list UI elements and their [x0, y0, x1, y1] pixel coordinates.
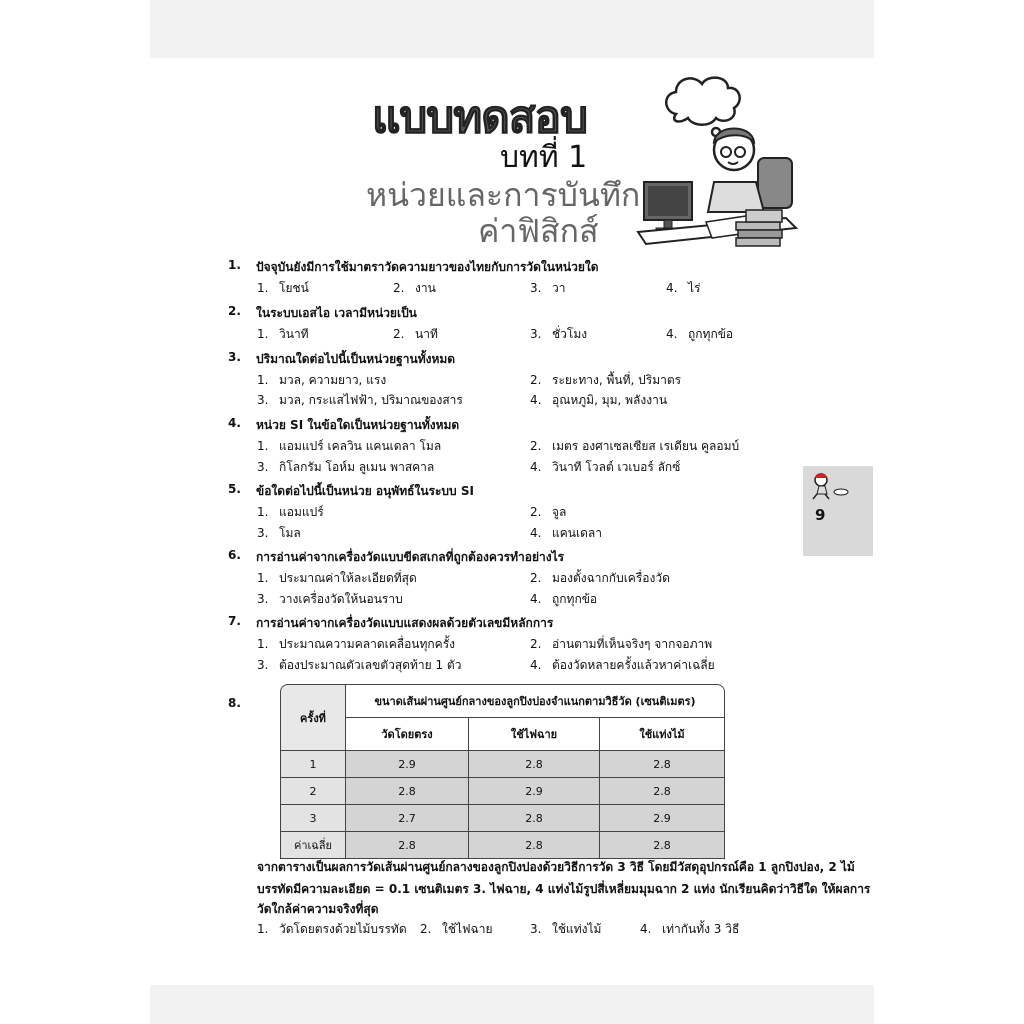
table-cell: 2.8: [346, 778, 469, 805]
question-number: 8.: [228, 696, 241, 710]
table-cell: 2.8: [469, 832, 600, 859]
page-title: แบบทดสอบ: [372, 92, 588, 143]
page-number-tab: [803, 466, 873, 556]
table-subheader: วัดโดยตรง: [346, 718, 469, 751]
question-text: ข้อใดต่อไปนี้เป็นหน่วย อนุพัทธ์ในระบบ SI: [256, 484, 474, 498]
option: 1. มวล, ความยาว, แรง: [257, 373, 387, 387]
table-cell: 2.7: [346, 805, 469, 832]
option: 4. วินาที โวลต์ เวเบอร์ ลักซ์: [530, 460, 681, 474]
table-cell: 2.8: [469, 751, 600, 778]
table-row: [280, 751, 725, 778]
option: 3. กิโลกรัม โอห์ม ลูเมน พาสคาล: [257, 460, 435, 474]
option: 2. มองตั้งฉากกับเครื่องวัด: [530, 571, 670, 585]
option: 3. ชั่วโมง: [530, 327, 588, 341]
question-8-text-line2: บรรทัดมีความละเอียด = 0.1 เซนติเมตร 3. ไฟฉาย, 4 แท่งไม้รูปสี่เหลี่ยมมุมฉาก 2 แท่ง นักเรียนคิดว่าวิธีใด ให้ผลการ: [257, 882, 871, 896]
table-row: [280, 805, 725, 832]
option: 2. เมตร องศาเซลเซียส เรเดียน คูลอมบ์: [530, 439, 740, 453]
table-cell: 2: [280, 778, 346, 805]
page-bottom-margin: [150, 985, 874, 1024]
table-cell: 2.8: [600, 832, 725, 859]
chapter-subtitle-line2: ค่าฟิสิกส์: [478, 212, 599, 250]
option: 2. งาน: [393, 281, 436, 295]
option: 1. แอมแปร์: [257, 505, 324, 519]
student-at-computer-illustration: [636, 72, 826, 252]
option: 1. วัดโดยตรงด้วยไม้บรรทัด: [257, 922, 407, 936]
page-top-margin: [150, 0, 874, 58]
option: 1. วินาที: [257, 327, 309, 341]
table-cell: 2.8: [469, 805, 600, 832]
option: 3. โมล: [257, 526, 301, 540]
table-cell: 3: [280, 805, 346, 832]
option: 2. ระยะทาง, พื้นที่, ปริมาตร: [530, 373, 682, 387]
option: 3. ใช้แท่งไม้: [530, 922, 602, 936]
option: 2. นาที: [393, 327, 438, 341]
question-number: 3.: [228, 350, 241, 364]
option: 3. มวล, กระแสไฟฟ้า, ปริมาณของสาร: [257, 393, 463, 407]
question-number: 4.: [228, 416, 241, 430]
question-text: การอ่านค่าจากเครื่องวัดแบบแสดงผลด้วยตัวเลขมีหลักการ: [256, 616, 554, 630]
question-8-text-line3: วัดใกล้ค่าความจริงที่สุด: [257, 902, 379, 916]
question-8-text-line1: จากตารางเป็นผลการวัดเส้นผ่านศูนย์กลางของลูกปิงปองด้วยวิธีการวัด 3 วิธี โดยมีวัสดุอุปกรณ์คือ 1 ลูกปิงปอง, 2 ไม้: [257, 860, 855, 874]
option: 1. ประมาณความคลาดเคลื่อนทุกครั้ง: [257, 637, 456, 651]
option: 4. ต้องวัดหลายครั้งแล้วหาค่าเฉลี่ย: [530, 658, 715, 672]
question-text: ปัจจุบันยังมีการใช้มาตราวัดความยาวของไทยกับการวัดในหน่วยใด: [256, 260, 599, 274]
option: 4. ถูกทุกข้อ: [530, 592, 598, 606]
question-number: 7.: [228, 614, 241, 628]
option: 3. วางเครื่องวัดให้นอนราบ: [257, 592, 403, 606]
question-text: การอ่านค่าจากเครื่องวัดแบบขีดสเกลที่ถูกต้องควรทำอย่างไร: [256, 550, 565, 564]
question-number: 1.: [228, 258, 241, 272]
table-cell: 2.9: [600, 805, 725, 832]
table-subheader: ใช้แท่งไม้: [600, 718, 725, 751]
question-number: 5.: [228, 482, 241, 496]
question-text: หน่วย SI ในข้อใดเป็นหน่วยฐานทั้งหมด: [256, 418, 460, 432]
option: 3. ต้องประมาณตัวเลขตัวสุดท้าย 1 ตัว: [257, 658, 462, 672]
table-cell: 2.8: [600, 778, 725, 805]
option: 3. วา: [530, 281, 566, 295]
table-header-diameter: ขนาดเส้นผ่านศูนย์กลางของลูกปิงปองจำแนกตามวิธีวัด (เซนติเมตร): [346, 684, 725, 718]
option: 4. เท่ากันทั้ง 3 วิธี: [640, 922, 740, 936]
option: 1. ประมาณค่าให้ละเอียดที่สุด: [257, 571, 417, 585]
table-row: [280, 832, 725, 859]
option: 4. อุณหภูมิ, มุม, พลังงาน: [530, 393, 668, 407]
table-cell: 1: [280, 751, 346, 778]
measurement-table: [280, 684, 725, 859]
option: 2. อ่านตามที่เห็นจริงๆ จากจอภาพ: [530, 637, 713, 651]
table-cell: 2.8: [600, 751, 725, 778]
option: 4. ไร่: [666, 281, 701, 295]
table-cell: 2.9: [469, 778, 600, 805]
question-number: 6.: [228, 548, 241, 562]
question-text: ในระบบเอสไอ เวลามีหน่วยเป็น: [256, 306, 417, 320]
runner-mascot-icon: [809, 472, 849, 500]
option: 1. แอมแปร์ เคลวิน แคนเดลา โมล: [257, 439, 442, 453]
option: 1. โยชน์: [257, 281, 309, 295]
option: 2. ใช้ไฟฉาย: [420, 922, 493, 936]
question-text: ปริมาณใดต่อไปนี้เป็นหน่วยฐานทั้งหมด: [256, 352, 456, 366]
table-header-trial: ครั้งที่: [280, 684, 346, 751]
chapter-subtitle-line1: หน่วยและการบันทึก: [366, 176, 641, 214]
table-subheader: ใช้ไฟฉาย: [469, 718, 600, 751]
table-cell: 2.9: [346, 751, 469, 778]
chapter-label: บทที่ 1: [500, 140, 588, 175]
question-number: 2.: [228, 304, 241, 318]
table-cell: 2.8: [346, 832, 469, 859]
page-number: 9: [815, 506, 826, 524]
option: 2. จูล: [530, 505, 567, 519]
option: 4. แคนเดลา: [530, 526, 602, 540]
table-row: [280, 778, 725, 805]
option: 4. ถูกทุกข้อ: [666, 327, 734, 341]
table-cell: ค่าเฉลี่ย: [280, 832, 346, 859]
